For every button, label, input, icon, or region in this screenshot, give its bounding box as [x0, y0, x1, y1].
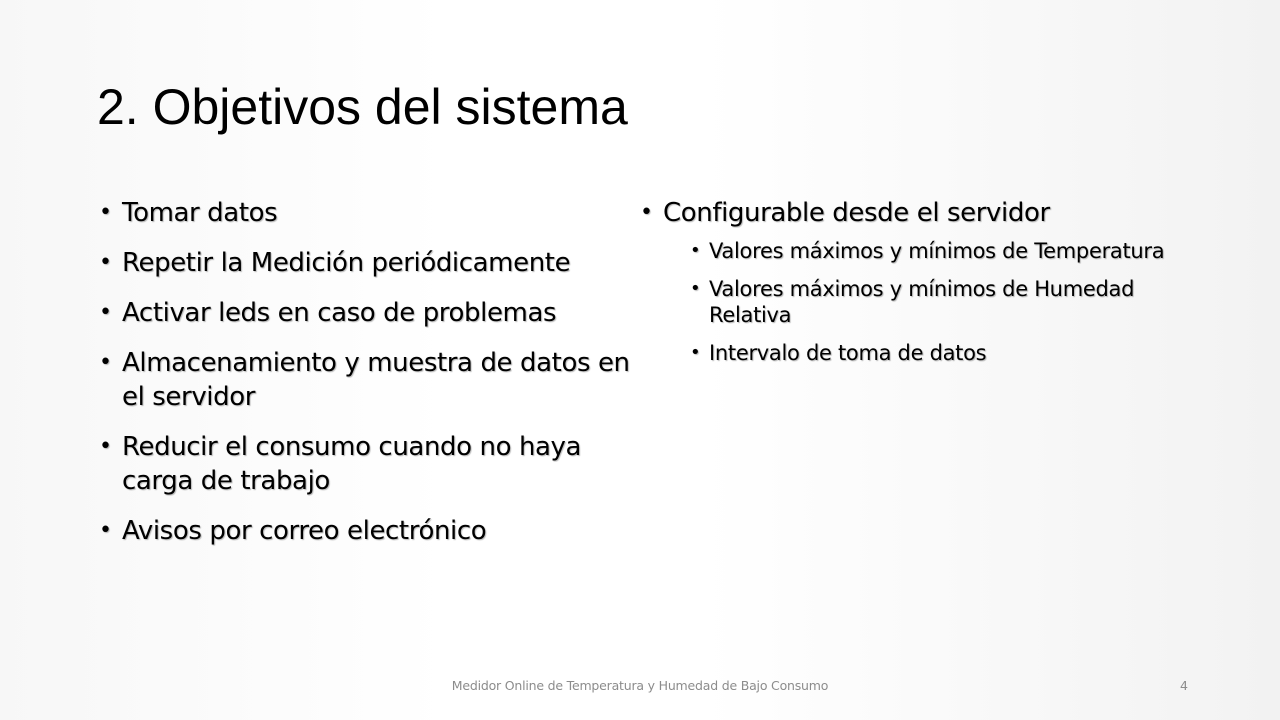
objective-item-storage-display: • Almacenamiento y muestra de datos en el servidor — [99, 346, 644, 414]
objective-item-email-alerts: • Avisos por correo electrónico — [99, 514, 644, 548]
objective-item-activate-leds: • Activar leds en caso de problemas — [99, 296, 644, 330]
configurable-list — [640, 196, 1165, 382]
objective-item-reduce-consumption: • Reducir el consumo cuando no haya carga de trabajo — [99, 430, 644, 498]
slide-title: 2. Objetivos del sistema — [97, 79, 628, 135]
slide-footer: Medidor Online de Temperatura y Humedad de Bajo Consumo — [451, 678, 829, 693]
objectives-list — [99, 196, 644, 564]
configurable-item-label: Configurable desde el servidor — [663, 198, 1050, 228]
sub-item-humidity-range: • Valores máximos y mínimos de Humedad Relativa — [690, 276, 1187, 328]
sub-item-temperature-range: • Valores máximos y mínimos de Temperatura — [690, 238, 1187, 264]
objective-item-take-data: • Tomar datos — [99, 196, 644, 230]
slide-number: 4 — [1180, 678, 1188, 693]
sub-item-sampling-interval: • Intervalo de toma de datos — [690, 340, 1187, 366]
configurable-sub-list — [690, 238, 1187, 366]
configurable-item — [640, 196, 1165, 366]
objective-item-repeat-measurement: • Repetir la Medición periódicamente — [99, 246, 644, 280]
